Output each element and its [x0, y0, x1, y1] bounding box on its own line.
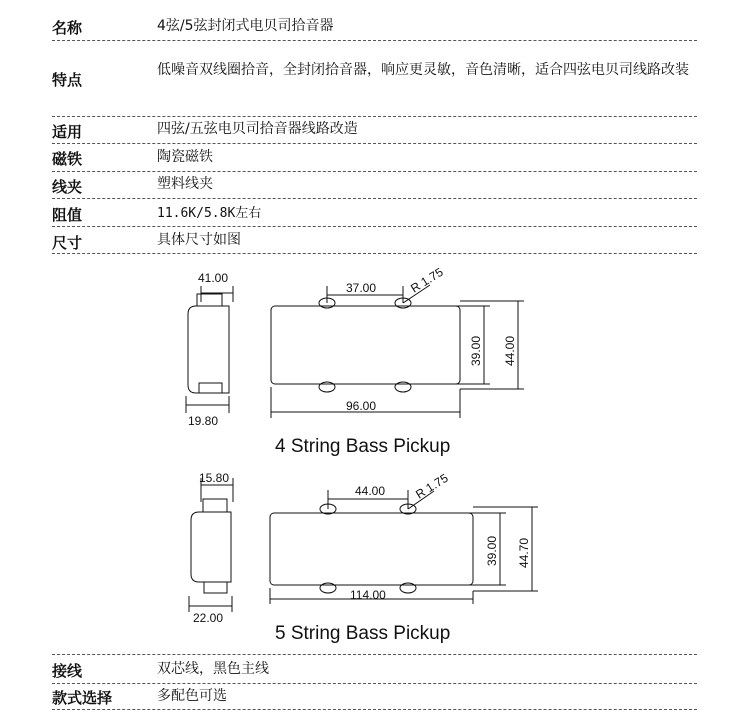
spec-row-styles	[52, 682, 697, 710]
spec-value: 具体尺寸如图	[157, 232, 241, 248]
dim-side-bottom: 19.80	[188, 414, 219, 428]
dim-length: 96.00	[346, 399, 377, 413]
dim-outer-height: 44.00	[503, 335, 517, 366]
spec-value: 11.6K/5.8K左右	[157, 206, 262, 221]
spec-label: 名称	[52, 19, 83, 37]
dim-inner-height: 39.00	[485, 535, 499, 566]
spec-value: 4弦/5弦封闭式电贝司拾音器	[157, 18, 334, 34]
spec-label: 特点	[52, 71, 83, 89]
dim-side-top: 41.00	[198, 271, 229, 285]
spec-label: 线夹	[52, 178, 83, 196]
spec-label: 尺寸	[52, 234, 83, 252]
spec-row-wiring	[52, 654, 697, 684]
spec-value: 低噪音双线圈拾音，全封闭拾音器，响应更灵敏，音色清晰，适合四弦电贝司线路改装	[157, 62, 689, 78]
dim-side-bottom: 22.00	[193, 611, 224, 625]
dim-outer-height: 44.70	[517, 537, 531, 568]
spec-value: 塑料线夹	[157, 176, 213, 192]
dim-radius: R 1.75	[413, 470, 451, 502]
spec-value: 双芯线，黑色主线	[157, 661, 269, 677]
spec-label: 接线	[52, 662, 83, 680]
spec-value: 四弦/五弦电贝司拾音器线路改造	[157, 121, 358, 137]
dim-radius: R 1.75	[408, 264, 446, 296]
spec-value: 多配色可选	[157, 688, 227, 704]
spec-label: 阻值	[52, 206, 83, 224]
spec-label: 适用	[52, 123, 83, 141]
dim-side-top: 15.80	[199, 471, 230, 485]
spec-value: 陶瓷磁铁	[157, 149, 213, 165]
spec-label: 磁铁	[52, 150, 83, 168]
diagram-caption: 4 String Bass Pickup	[275, 436, 451, 457]
dim-pole-spacing: 44.00	[355, 484, 386, 498]
dim-inner-height: 39.00	[469, 335, 483, 366]
dim-length: 114.00	[350, 588, 386, 602]
diagram-caption: 5 String Bass Pickup	[275, 623, 451, 644]
spec-label: 款式选择	[52, 689, 113, 707]
dim-pole-spacing: 37.00	[346, 281, 377, 295]
